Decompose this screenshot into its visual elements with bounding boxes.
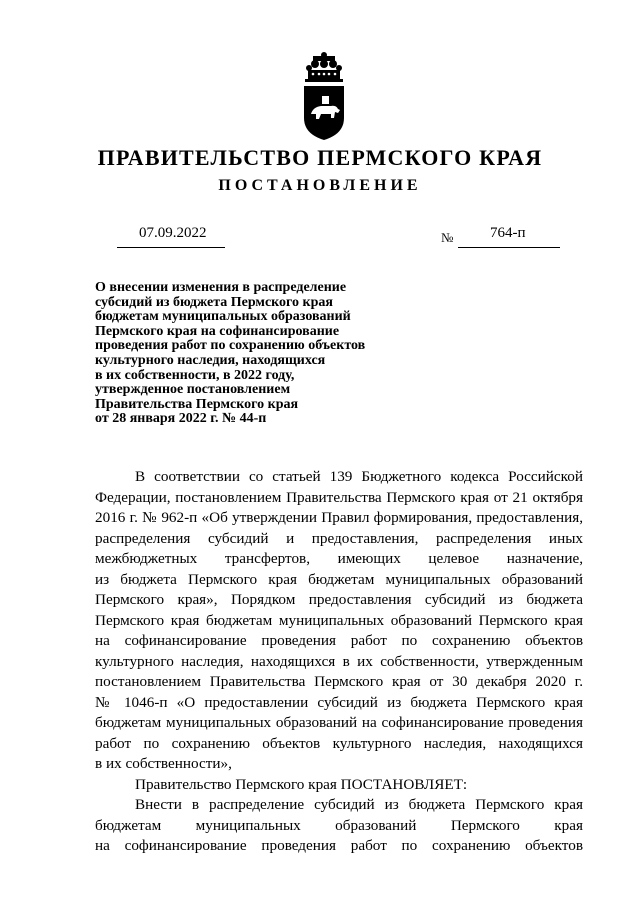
subject-line: О внесении изменения в распределение: [95, 280, 347, 295]
body-line: бюджетам муниципальных образований на софинансирование проведения: [95, 714, 583, 731]
subject-line: Правительства Пермского края: [95, 396, 299, 412]
body-line: постановлением Правительства Пермского края от 30 декабря 2020 г.: [95, 673, 583, 690]
body-line: № 1046-п «О предоставлении субсидий из бюджета Пермского края: [95, 693, 583, 711]
body-line: из бюджета Пермского края бюджетам муниципальных образований: [95, 570, 583, 588]
body-line: на софинансирование проведения работ по сохранению объектов: [95, 837, 583, 854]
body-line: Федерации, постановлением Правительства Пермского края от 21 октября: [95, 488, 583, 506]
document-number: 764-п: [490, 225, 526, 241]
body-line: Внести в распределение субсидий из бюджета Пермского края: [135, 796, 583, 813]
body-paragraph: [95, 467, 583, 775]
body-line: Правительство Пермского края ПОСТАНОВЛЯЕТ:: [135, 775, 468, 793]
body-line: работ по сохранению объектов культурного наследия, находящихся: [95, 734, 583, 752]
coat-of-arms-icon: [301, 52, 347, 142]
subject-line: бюджетам муниципальных образований: [95, 309, 351, 325]
subject-line: проведения работ по сохранению объектов: [95, 338, 366, 354]
subject-line: культурного наследия, находящихся: [95, 352, 326, 368]
document-type: ПОСТАНОВЛЕНИЕ: [218, 177, 422, 194]
body-line: 2016 г. № 962-п «Об утверждении Правил формирования, предоставления,: [95, 509, 583, 526]
body-line: межбюджетных трансфертов, имеющих целевое назначение,: [95, 550, 583, 567]
body-line: В соответствии со статьей 139 Бюджетного кодекса Российской: [135, 468, 583, 485]
body-paragraph: [95, 775, 583, 796]
number-field: [458, 225, 560, 248]
body-line: на софинансирование проведения работ по сохранению объектов: [95, 632, 583, 649]
date-field: [117, 225, 225, 248]
body-line: Пермского края», Порядком предоставления субсидий из бюджета: [95, 591, 583, 608]
body-line: Пермского края бюджетам муниципальных образований Пермского края: [95, 611, 583, 629]
document-subject: [95, 281, 395, 427]
subject-line: субсидий из бюджета Пермского края: [95, 294, 333, 310]
body-paragraph: [95, 795, 583, 857]
body-line: культурного наследия, находящихся в их собственности, утвержденным: [95, 652, 583, 670]
subject-line: Пермского края на софинансирование: [95, 323, 340, 339]
organization-title: ПРАВИТЕЛЬСТВО ПЕРМСКОГО КРАЯ: [97, 145, 543, 170]
subject-line: от 28 января 2022 г. № 44-п: [95, 411, 267, 427]
body-line: в их собственности»,: [95, 755, 232, 772]
subject-line: в их собственности, в 2022 году,: [95, 367, 295, 383]
body-line: бюджетам муниципальных образований Пермского края: [95, 816, 583, 834]
subject-line: утвержденное постановлением: [95, 382, 291, 398]
number-label: №: [441, 230, 454, 245]
document-date: 07.09.2022: [139, 225, 207, 241]
body-line: распределения субсидий и предоставления, распределения иных: [95, 529, 583, 547]
document-body: [95, 467, 583, 857]
